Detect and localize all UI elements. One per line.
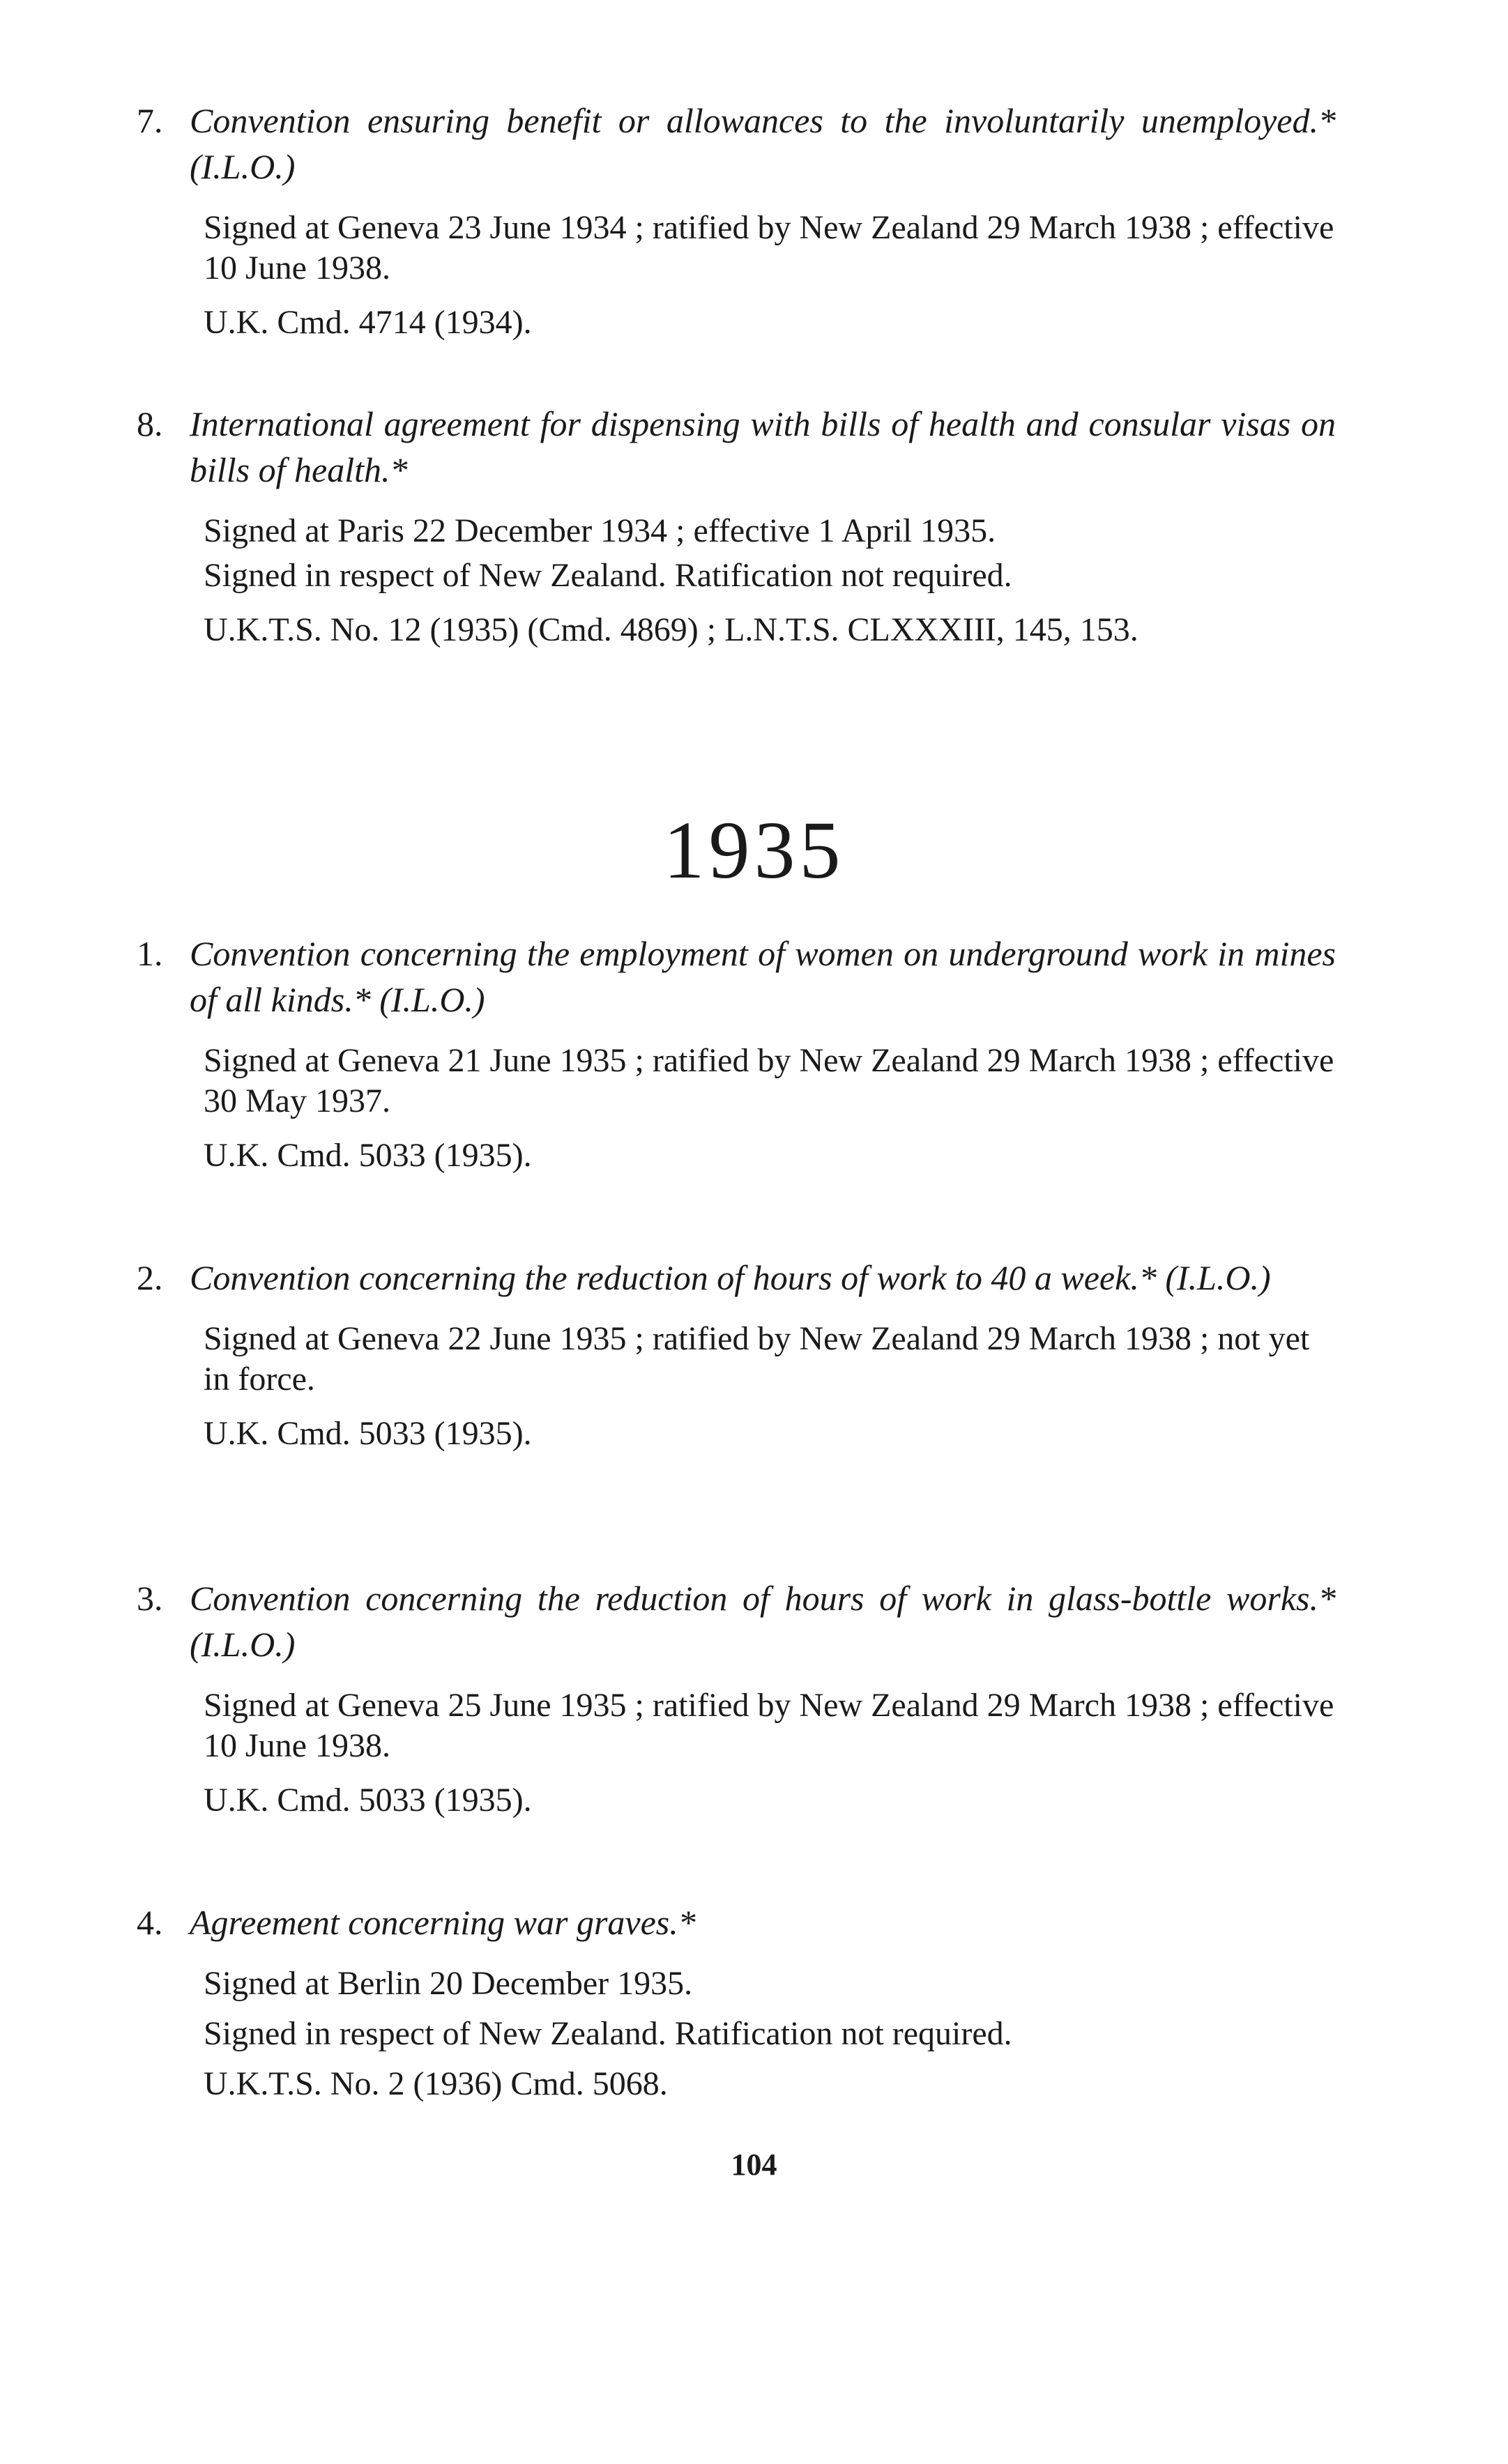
entry-number: 4. [137, 1903, 163, 1942]
entry-number: 1. [137, 934, 163, 973]
page-number: 104 [731, 2148, 777, 2182]
entry-tag: (I.L.O.) [379, 980, 485, 1019]
entry-detail-line: Signed in respect of New Zealand. Ratification not required. [204, 557, 1012, 594]
entry-reference: U.K. Cmd. 5033 (1935). [204, 1137, 532, 1174]
entry-reference: U.K. Cmd. 4714 (1934). [204, 304, 532, 341]
entry-title: Convention ensuring benefit or allowances to the involuntarily unemployed.* [190, 101, 1336, 140]
treaty-entry [137, 931, 1336, 1190]
entry-details [137, 1319, 1336, 1454]
entry-tag: (I.L.O.) [190, 1625, 296, 1664]
treaty-entry [137, 1255, 1336, 1468]
entry-details [137, 1041, 1336, 1176]
year-heading: 1935 [663, 804, 845, 896]
entry-heading [137, 1575, 1336, 1667]
entry-reference: U.K. Cmd. 5033 (1935). [204, 1415, 532, 1452]
entry-detail-line: Signed in respect of New Zealand. Ratification not required. [204, 2015, 1012, 2052]
entry-detail-line: Signed at Berlin 20 December 1935. [204, 1965, 693, 2002]
entry-reference: U.K.T.S. No. 2 (1936) Cmd. 5068. [204, 2065, 668, 2102]
entry-title: Convention concerning the reduction of hours of work to 40 a week.* [190, 1258, 1157, 1297]
entry-title: Agreement concerning war graves.* [190, 1903, 696, 1942]
entry-reference: U.K. Cmd. 5033 (1935). [204, 1782, 532, 1819]
entry-details [137, 1685, 1336, 1821]
entry-title: International agreement for dispensing with bills of health and consular visas on bills of health.* [190, 404, 1336, 489]
entry-heading [137, 1255, 1336, 1301]
entry-heading [137, 1899, 1336, 1945]
entry-tag: (I.L.O.) [190, 147, 296, 186]
entry-detail-line: Signed at Geneva 25 June 1935 ; ratified by New Zealand 29 March 1938 ; effective 10 June 1938. [204, 1687, 1334, 1764]
entry-number: 7. [137, 101, 163, 140]
entry-detail-line: Signed at Geneva 21 June 1935 ; ratified by New Zealand 29 March 1938 ; effective 30 May 1937. [204, 1042, 1334, 1119]
entry-tag: (I.L.O.) [1165, 1258, 1271, 1297]
entry-heading [137, 401, 1336, 493]
entry-details [137, 1964, 1336, 2104]
entry-title: Convention concerning the reduction of hours of work in glass-bottle works.* [190, 1579, 1336, 1618]
entry-number: 3. [137, 1579, 163, 1618]
entry-reference: U.K.T.S. No. 12 (1935) (Cmd. 4869) ; L.N.T.S. CLXXXIII, 145, 153. [204, 611, 1138, 648]
entry-title: Convention concerning the employment of women on underground work in mines of all kinds.* [190, 934, 1336, 1019]
entry-details [137, 208, 1336, 343]
entry-detail-line: Signed at Geneva 23 June 1934 ; ratified by New Zealand 29 March 1938 ; effective 10 June 1938. [204, 209, 1334, 286]
entry-heading [137, 931, 1336, 1023]
treaty-entry [137, 1899, 1336, 2118]
entry-detail-line: Signed at Paris 22 December 1934 ; effective 1 April 1935. [204, 512, 996, 549]
entry-detail-line: Signed at Geneva 22 June 1935 ; ratified by New Zealand 29 March 1938 ; not yet in force. [204, 1320, 1310, 1398]
entry-number: 8. [137, 404, 163, 443]
entry-heading [137, 98, 1336, 190]
treaty-entry [137, 98, 1336, 357]
entry-details [137, 511, 1336, 650]
treaty-entry [137, 401, 1336, 664]
treaty-entry [137, 1575, 1336, 1835]
entry-number: 2. [137, 1258, 163, 1297]
